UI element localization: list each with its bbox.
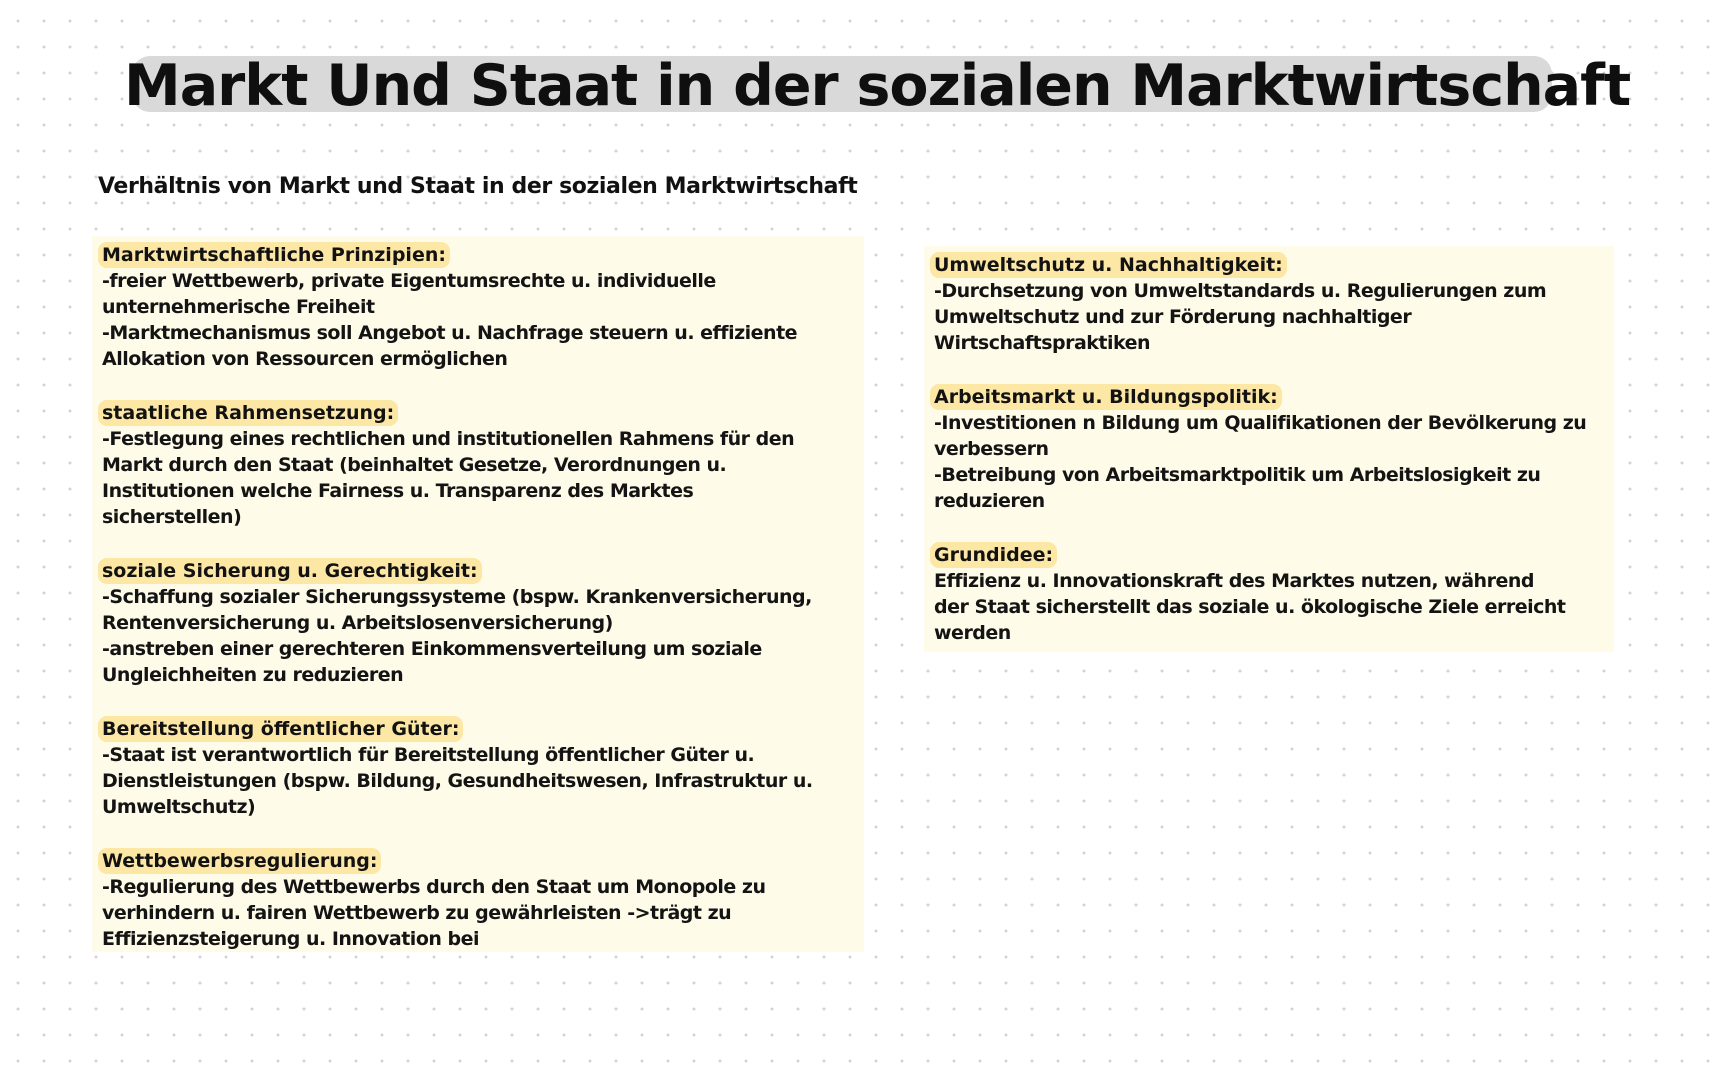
note-line: Allokation von Ressourcen ermöglichen (102, 348, 508, 370)
note-line: -anstreben einer gerechteren Einkommensverteilung um soziale (102, 638, 762, 660)
note-section-competition-regulation (98, 848, 858, 952)
note-line: Institutionen welche Fairness u. Transparenz des Marktes (102, 480, 694, 502)
note-line: -Regulierung des Wettbewerbs durch den Staat um Monopole zu (102, 876, 766, 898)
note-line: reduzieren (934, 490, 1045, 512)
note-line: verhindern u. fairen Wettbewerb zu gewährleisten ->trägt zu (102, 902, 732, 924)
page-title: Markt Und Staat in der sozialen Marktwirtschaft (124, 53, 1631, 119)
note-line: unternehmerische Freiheit (102, 296, 375, 318)
note-heading: Arbeitsmarkt u. Bildungspolitik: (930, 384, 1282, 410)
note-line: der Staat sicherstellt das soziale u. ökologische Ziele erreicht (934, 596, 1566, 618)
note-heading: Marktwirtschaftliche Prinzipien: (98, 242, 450, 268)
note-section-core-idea (930, 542, 1608, 646)
note-line: -Investitionen n Bildung um Qualifikationen der Bevölkerung zu (934, 412, 1587, 434)
note-heading: staatliche Rahmensetzung: (98, 400, 398, 426)
note-heading: soziale Sicherung u. Gerechtigkeit: (98, 558, 482, 584)
note-section-social-security (98, 558, 858, 688)
note-line: Ungleichheiten zu reduzieren (102, 664, 404, 686)
note-line: Effizienzsteigerung u. Innovation bei (102, 928, 480, 950)
note-line: Markt durch den Staat (beinhaltet Gesetze, Verordnungen u. (102, 454, 727, 476)
note-line: Wirtschaftspraktiken (934, 332, 1151, 354)
note-line: Umweltschutz und zur Förderung nachhaltiger (934, 306, 1412, 328)
note-line: werden (934, 622, 1011, 644)
note-section-public-goods (98, 716, 858, 820)
note-line: -Schaffung sozialer Sicherungssysteme (bspw. Krankenversicherung, (102, 586, 812, 608)
note-section-market-principles (98, 242, 858, 372)
note-line: Rentenversicherung u. Arbeitslosenversicherung) (102, 612, 613, 634)
note-line: -freier Wettbewerb, private Eigentumsrechte u. individuelle (102, 270, 716, 292)
note-heading: Wettbewerbsregulierung: (98, 848, 381, 874)
note-line: -Durchsetzung von Umweltstandards u. Regulierungen zum (934, 280, 1547, 302)
title-area (124, 46, 1631, 132)
note-line: -Marktmechanismus soll Angebot u. Nachfrage steuern u. effiziente (102, 322, 798, 344)
note-section-labor-education (930, 384, 1608, 514)
note-line: -Staat ist verantwortlich für Bereitstellung öffentlicher Güter u. (102, 744, 755, 766)
note-section-environment (930, 252, 1608, 356)
note-line: -Festlegung eines rechtlichen und institutionellen Rahmens für den (102, 428, 795, 450)
note-line: Effizienz u. Innovationskraft des Marktes nutzen, während (934, 570, 1534, 592)
left-notes-column (92, 236, 864, 952)
right-notes-column (924, 246, 1614, 652)
note-line: Dienstleistungen (bspw. Bildung, Gesundheitswesen, Infrastruktur u. (102, 770, 813, 792)
section-subtitle: Verhältnis von Markt und Staat in der sozialen Marktwirtschaft (98, 174, 858, 199)
note-line: verbessern (934, 438, 1049, 460)
note-heading: Bereitstellung öffentlicher Güter: (98, 716, 463, 742)
note-heading: Umweltschutz u. Nachhaltigkeit: (930, 252, 1287, 278)
note-section-state-framework (98, 400, 858, 530)
note-line: sicherstellen) (102, 506, 242, 528)
note-line: Umweltschutz) (102, 796, 256, 818)
note-heading: Grundidee: (930, 542, 1057, 568)
note-line: -Betreibung von Arbeitsmarktpolitik um Arbeitslosigkeit zu (934, 464, 1541, 486)
